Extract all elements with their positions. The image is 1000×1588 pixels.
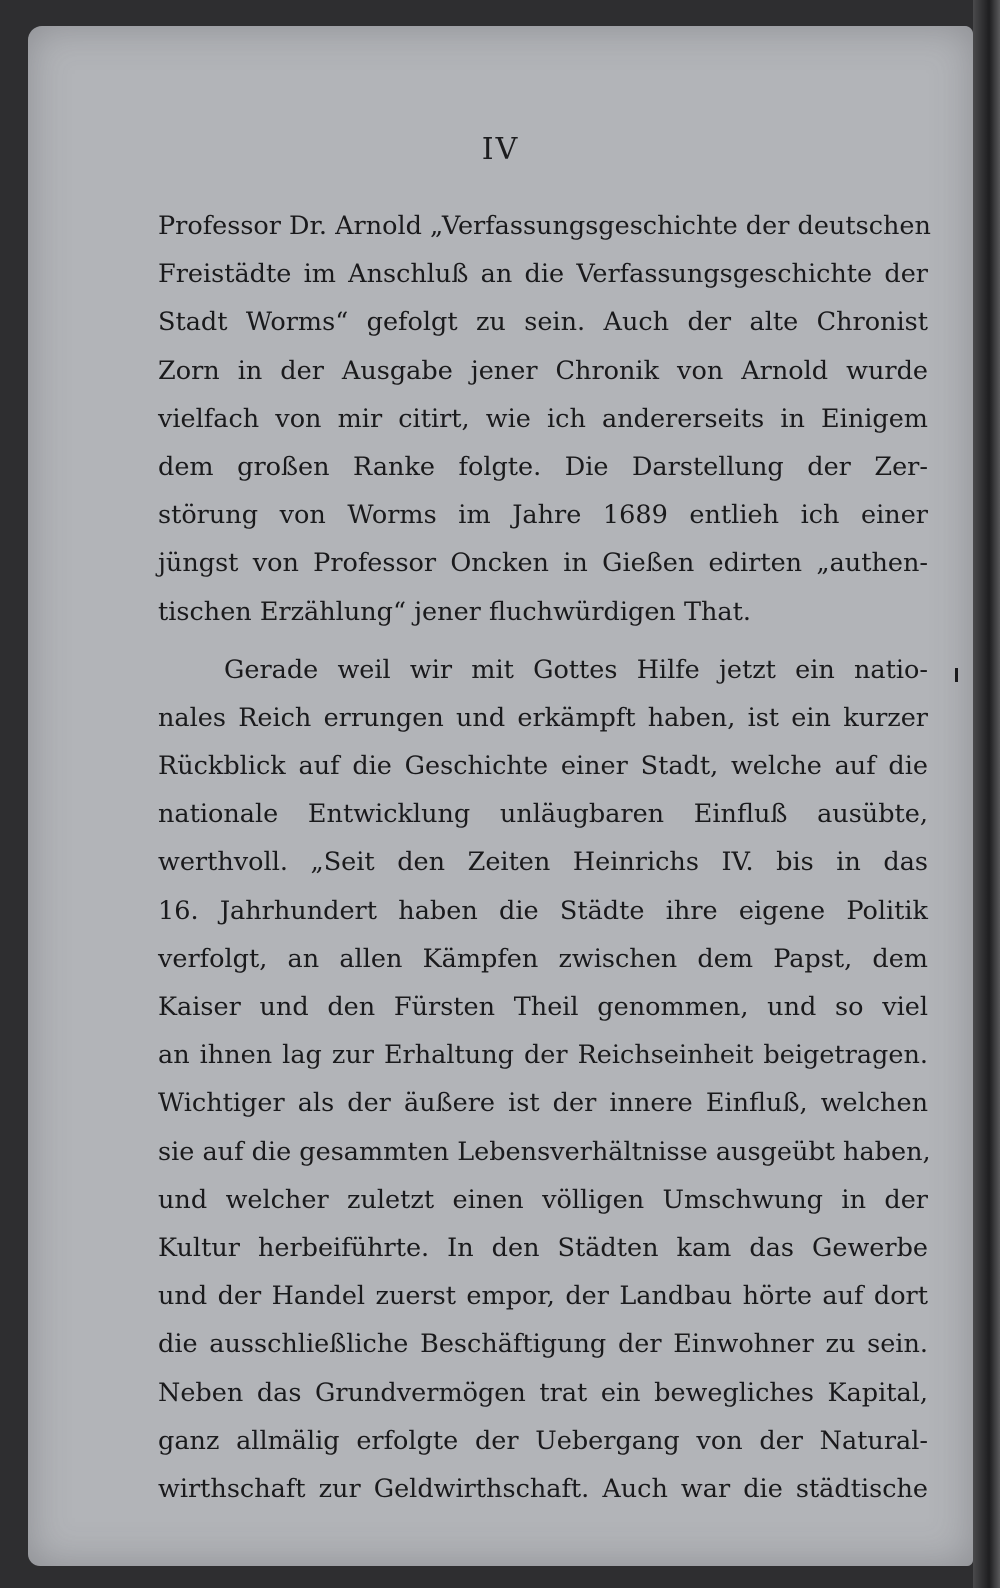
text-line: dem großen Ranke folgte. Die Darstellung der Zer- (158, 451, 928, 482)
text-line: werthvoll. „Seit den Zeiten Heinrichs IV. bis in das (158, 847, 928, 878)
paragraph-gap (158, 636, 928, 646)
text-line: Gerade weil wir mit Gottes Hilfe jetzt ein natio- (224, 654, 928, 685)
paragraph-2 (158, 646, 931, 1513)
text-line: nales Reich errungen und erkämpft haben, ist ein kurzer (158, 702, 928, 733)
text-line: Wichtiger als der äußere ist der innere Einfluß, welchen (158, 1088, 928, 1119)
text-line: Kaiser und den Fürsten Theil genommen, und so viel (158, 992, 928, 1022)
page-number: IV (481, 132, 520, 167)
book-spine-edge (973, 0, 1000, 1588)
text-line: Kultur herbeiführte. In den Städten kam das Gewerbe (158, 1232, 928, 1263)
text-line: ganz allmälig erfolgte der Uebergang von der Natural- (158, 1425, 928, 1456)
page-text (158, 202, 931, 1513)
text-line: Zorn in der Ausgabe jener Chronik von Arnold wurde (158, 355, 928, 386)
text-line: die ausschließliche Beschäftigung der Einwohner zu sein. (158, 1329, 928, 1360)
text-line: sie auf die gesammten Lebensverhältnisse ausgeübt haben, (158, 1136, 931, 1167)
text-line: tischen Erzählung“ jener fluchwürdigen That. (158, 596, 751, 627)
text-line: und der Handel zuerst empor, der Landbau hörte auf dort (158, 1281, 928, 1312)
text-line: Professor Dr. Arnold „Verfassungsgeschichte der deutschen (158, 211, 931, 241)
text-line: an ihnen lag zur Erhaltung der Reichseinheit beigetragen. (158, 1040, 928, 1071)
text-line: 16. Jahrhundert haben die Städte ihre eigene Politik (158, 895, 928, 926)
text-line: Stadt Worms“ gefolgt zu sein. Auch der alte Chronist (158, 307, 928, 338)
text-line: Neben das Grundvermögen trat ein bewegliches Kapital, (158, 1377, 928, 1408)
text-line: verfolgt, an allen Kämpfen zwischen dem Papst, dem (158, 943, 928, 974)
paragraph-1 (158, 202, 931, 636)
text-line: Rückblick auf die Geschichte einer Stadt, welche auf die (158, 751, 928, 782)
text-line: störung von Worms im Jahre 1689 entlieh ich einer (158, 500, 928, 531)
ink-speck (955, 668, 958, 682)
text-line: und welcher zuletzt einen völligen Umschwung in der (158, 1184, 928, 1215)
book-page (28, 26, 973, 1566)
text-line: vielfach von mir citirt, wie ich andererseits in Einigem (158, 403, 928, 434)
text-line: wirthschaft zur Geldwirthschaft. Auch war die städtische (158, 1473, 928, 1504)
text-line: jüngst von Professor Oncken in Gießen edirten „authen- (158, 548, 928, 579)
text-line: Freistädte im Anschluß an die Verfassungsgeschichte der (158, 259, 928, 290)
text-line: nationale Entwicklung unläugbaren Einfluß ausübte, (158, 799, 928, 830)
